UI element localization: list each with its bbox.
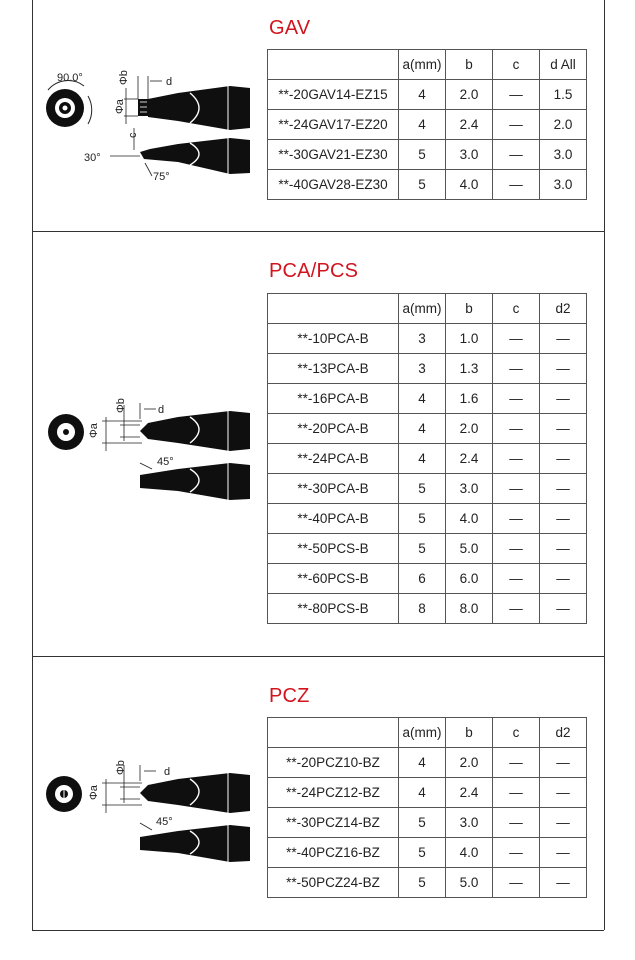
value-cell: 4	[399, 384, 446, 414]
table-header-row	[268, 718, 587, 748]
dimension-a-label: Φa	[114, 99, 126, 114]
value-cell: —	[493, 564, 540, 594]
header-cell: d2	[540, 294, 587, 324]
value-cell: —	[540, 384, 587, 414]
section-title: PCZ	[269, 685, 310, 707]
value-cell: 6	[399, 564, 446, 594]
value-cell: 3.0	[540, 140, 587, 170]
value-cell: 2.0	[540, 110, 587, 140]
value-cell: —	[540, 838, 587, 868]
header-cell: a(mm)	[399, 718, 446, 748]
value-cell: —	[540, 504, 587, 534]
table-row	[268, 474, 587, 504]
value-cell: —	[540, 594, 587, 624]
value-cell: 3	[399, 354, 446, 384]
angle-label: 45°	[156, 816, 173, 828]
value-cell: 4	[399, 414, 446, 444]
tip-bevel-view	[140, 463, 250, 500]
value-cell: —	[540, 808, 587, 838]
angle-label-left: 30°	[84, 152, 101, 164]
model-cell: **-40PCA-B	[268, 504, 399, 534]
value-cell: —	[493, 384, 540, 414]
pcz-tip-diagram	[40, 757, 260, 867]
model-cell: **-30PCA-B	[268, 474, 399, 504]
value-cell: 5	[399, 868, 446, 898]
value-cell: 1.0	[446, 324, 493, 354]
value-cell: 2.0	[446, 80, 493, 110]
model-cell: **-24GAV17-EZ20	[268, 110, 399, 140]
model-cell: **-20PCZ10-BZ	[268, 748, 399, 778]
model-cell: **-40PCZ16-BZ	[268, 838, 399, 868]
tip-end-view	[48, 414, 84, 450]
table-row	[268, 354, 587, 384]
value-cell: 3.0	[446, 474, 493, 504]
value-cell: —	[540, 324, 587, 354]
value-cell: —	[540, 414, 587, 444]
section-divider	[32, 231, 604, 232]
value-cell: 3.0	[540, 170, 587, 200]
value-cell: 2.4	[446, 778, 493, 808]
frame-bottom-border	[32, 930, 604, 931]
value-cell: 1.3	[446, 354, 493, 384]
dimension-b-label: Φb	[115, 760, 127, 775]
table-row	[268, 444, 587, 474]
table-row	[268, 564, 587, 594]
table-row	[268, 808, 587, 838]
value-cell: 4	[399, 80, 446, 110]
value-cell: 5	[399, 140, 446, 170]
header-cell: a(mm)	[399, 294, 446, 324]
model-cell: **-24PCA-B	[268, 444, 399, 474]
value-cell: —	[493, 140, 540, 170]
pca-tip-diagram	[40, 395, 260, 505]
value-cell: 4	[399, 748, 446, 778]
model-cell: **-16PCA-B	[268, 384, 399, 414]
value-cell: —	[493, 868, 540, 898]
table-header-row	[268, 294, 587, 324]
table-row	[268, 170, 587, 200]
value-cell: 2.4	[446, 444, 493, 474]
model-cell: **-80PCS-B	[268, 594, 399, 624]
tip-bevel-view	[140, 825, 250, 862]
value-cell: 3	[399, 324, 446, 354]
model-cell: **-30PCZ14-BZ	[268, 808, 399, 838]
table-row	[268, 748, 587, 778]
value-cell: —	[493, 504, 540, 534]
model-cell: **-10PCA-B	[268, 324, 399, 354]
gav-spec-table	[267, 49, 587, 200]
value-cell: —	[540, 474, 587, 504]
value-cell: 5.0	[446, 868, 493, 898]
value-cell: —	[493, 414, 540, 444]
header-cell: a(mm)	[399, 50, 446, 80]
value-cell: 4.0	[446, 838, 493, 868]
model-cell: **-50PCZ24-BZ	[268, 868, 399, 898]
table-row	[268, 838, 587, 868]
value-cell: —	[540, 564, 587, 594]
value-cell: 5	[399, 170, 446, 200]
value-cell: 5	[399, 808, 446, 838]
value-cell: 4	[399, 778, 446, 808]
value-cell: —	[540, 354, 587, 384]
value-cell: —	[493, 354, 540, 384]
model-cell: **-20GAV14-EZ15	[268, 80, 399, 110]
header-cell: b	[446, 294, 493, 324]
value-cell: —	[493, 444, 540, 474]
value-cell: —	[493, 170, 540, 200]
header-cell: c	[493, 50, 540, 80]
value-cell: —	[540, 778, 587, 808]
value-cell: 5.0	[446, 534, 493, 564]
table-header-row	[268, 50, 587, 80]
value-cell: 8.0	[446, 594, 493, 624]
tip-end-view	[46, 81, 92, 127]
dimension-d-label: d	[164, 766, 171, 778]
dimension-b-label: Φb	[118, 70, 130, 85]
value-cell: 1.5	[540, 80, 587, 110]
model-cell: **-30GAV21-EZ30	[268, 140, 399, 170]
value-cell: 2.4	[446, 110, 493, 140]
value-cell: —	[540, 534, 587, 564]
value-cell: 8	[399, 594, 446, 624]
value-cell: —	[493, 80, 540, 110]
section-title: PCA/PCS	[269, 260, 359, 282]
pcz-spec-table	[267, 717, 587, 898]
value-cell: 5	[399, 474, 446, 504]
value-cell: 3.0	[446, 808, 493, 838]
value-cell: —	[493, 808, 540, 838]
tip-bevel-view	[140, 138, 250, 174]
tip-side-view	[138, 86, 250, 130]
value-cell: —	[493, 534, 540, 564]
value-cell: 2.0	[446, 414, 493, 444]
value-cell: —	[493, 594, 540, 624]
value-cell: —	[493, 748, 540, 778]
value-cell: —	[540, 748, 587, 778]
table-row	[268, 504, 587, 534]
value-cell: —	[493, 778, 540, 808]
table-row	[268, 778, 587, 808]
dimension-b-label: Φb	[115, 398, 127, 413]
header-cell: c	[493, 294, 540, 324]
model-cell: **-24PCZ12-BZ	[268, 778, 399, 808]
value-cell: —	[540, 444, 587, 474]
header-cell	[268, 50, 399, 80]
value-cell: 5	[399, 838, 446, 868]
table-row	[268, 80, 587, 110]
header-cell	[268, 718, 399, 748]
table-row	[268, 384, 587, 414]
header-cell: d All	[540, 50, 587, 80]
dimension-d-label: d	[158, 404, 165, 416]
model-cell: **-13PCA-B	[268, 354, 399, 384]
table-row	[268, 414, 587, 444]
value-cell: 4	[399, 110, 446, 140]
table-row	[268, 324, 587, 354]
table-row	[268, 110, 587, 140]
pca-pcs-spec-table	[267, 293, 587, 624]
angle-label: 45°	[157, 456, 174, 468]
tip-end-view	[46, 776, 82, 812]
value-cell: —	[540, 868, 587, 898]
section-title: GAV	[269, 17, 311, 39]
table-row	[268, 534, 587, 564]
value-cell: 4.0	[446, 170, 493, 200]
tip-side-view	[140, 773, 250, 813]
table-row	[268, 868, 587, 898]
value-cell: —	[493, 324, 540, 354]
table-row	[268, 140, 587, 170]
header-cell: c	[493, 718, 540, 748]
angle-label-top: 90.0°	[57, 72, 83, 84]
value-cell: 5	[399, 504, 446, 534]
value-cell: 2.0	[446, 748, 493, 778]
value-cell: 3.0	[446, 140, 493, 170]
dimension-c-label: c	[127, 132, 139, 138]
header-cell	[268, 294, 399, 324]
value-cell: —	[493, 474, 540, 504]
tip-side-view	[140, 411, 250, 451]
value-cell: 4	[399, 444, 446, 474]
table-row	[268, 594, 587, 624]
value-cell: 5	[399, 534, 446, 564]
value-cell: —	[493, 838, 540, 868]
dimension-a-label: Φa	[88, 423, 100, 438]
model-cell: **-50PCS-B	[268, 534, 399, 564]
value-cell: 6.0	[446, 564, 493, 594]
value-cell: 4.0	[446, 504, 493, 534]
dimension-d-label: d	[166, 76, 173, 88]
value-cell: 1.6	[446, 384, 493, 414]
model-cell: **-20PCA-B	[268, 414, 399, 444]
header-cell: b	[446, 50, 493, 80]
dimension-a-label: Φa	[88, 785, 100, 800]
model-cell: **-40GAV28-EZ30	[268, 170, 399, 200]
header-cell: d2	[540, 718, 587, 748]
header-cell: b	[446, 718, 493, 748]
section-divider	[32, 656, 604, 657]
model-cell: **-60PCS-B	[268, 564, 399, 594]
angle-label-bottom: 75°	[153, 171, 170, 183]
gav-tip-diagram	[40, 66, 260, 191]
value-cell: —	[493, 110, 540, 140]
